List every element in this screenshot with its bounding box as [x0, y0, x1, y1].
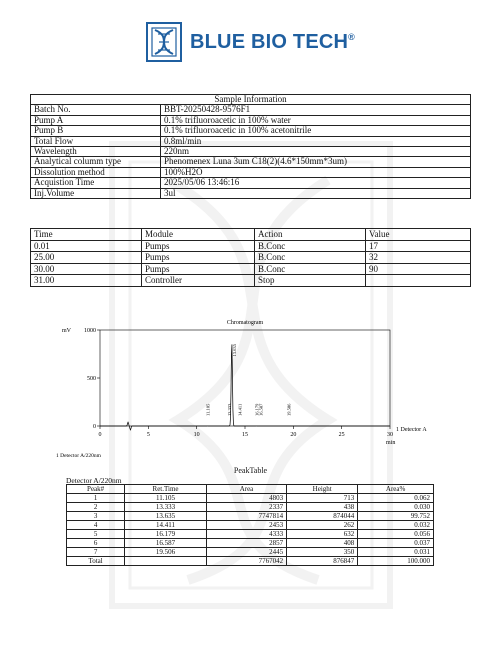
x-tick-label: 5 [146, 432, 150, 438]
dna-bars-icon [146, 22, 182, 62]
sample-info-value: 2025/05/06 13:46:16 [161, 178, 471, 188]
peak-table-cell: 1 [67, 494, 125, 503]
sample-info-row [31, 188, 471, 198]
peak-table-cell: 0.031 [358, 548, 434, 557]
y-tick-label: 500 [87, 376, 96, 382]
peak-table-cell: 7747814 [206, 512, 286, 521]
sample-info-row [31, 105, 471, 115]
sample-info-key: Pump B [31, 126, 161, 136]
plot-area [100, 330, 390, 426]
peak-table-cell: 99.752 [358, 512, 434, 521]
peak-table-cell: 2 [67, 503, 125, 512]
x-axis-label: min [386, 440, 396, 446]
time-program-cell: B.Conc [255, 263, 366, 275]
sample-info-key: Inj.Volume [31, 188, 161, 198]
time-program-row [31, 263, 471, 275]
peak-table-cell: 16.179 [125, 530, 207, 539]
time-program-cell: B.Conc [255, 252, 366, 264]
y-axis-label: mV [62, 328, 71, 334]
time-program-header [31, 229, 471, 241]
peak-table-cell: Total [67, 557, 125, 566]
peak-label: 11.105 [205, 403, 211, 416]
time-program-cell: Controller [142, 275, 255, 287]
peak-table-header-cell: Area [206, 485, 286, 494]
sample-info-value: 100%H2O [161, 167, 471, 177]
peak-label: 14.411 [237, 403, 243, 416]
peak-table-cell: 13.635 [125, 512, 207, 521]
peak-table-cell: 0.037 [358, 539, 434, 548]
x-tick-label: 0 [98, 432, 102, 438]
peak-table-row [67, 512, 434, 521]
peak-table-cell: 0.030 [358, 503, 434, 512]
peak-table-cell: 11.105 [125, 494, 207, 503]
time-program-cell: B.Conc [255, 240, 366, 252]
sample-info-value: 0.1% trifluoroacetic in 100% water [161, 115, 471, 125]
time-program-cell: Pumps [142, 263, 255, 275]
time-program-cell: 25.00 [31, 252, 142, 264]
sample-info-row [31, 147, 471, 157]
peak-table-cell [125, 557, 207, 566]
sample-info-key: Pump A [31, 115, 161, 125]
peak-table-header-cell: Area% [358, 485, 434, 494]
sample-info-row [31, 115, 471, 125]
peak-table-header-cell: Height [287, 485, 358, 494]
sample-info-row [31, 167, 471, 177]
sample-info-key: Analytical columm type [31, 157, 161, 167]
chromatogram-trace [100, 344, 390, 429]
peak-table-cell: 874044 [287, 512, 358, 521]
time-program-table [30, 228, 471, 287]
sample-info-key: Acquistion Time [31, 178, 161, 188]
peak-table-header-cell: Ret.Time [125, 485, 207, 494]
peak-table-cell: 4333 [206, 530, 286, 539]
sample-information-rows [31, 105, 471, 199]
peak-table [66, 484, 434, 566]
sample-info-row [31, 178, 471, 188]
registered-mark: ® [348, 32, 356, 42]
peak-table-title: PeakTable [233, 466, 268, 475]
peak-table-cell: 408 [287, 539, 358, 548]
time-program-row [31, 275, 471, 287]
peak-table-cell: 876847 [287, 557, 358, 566]
sample-info-row [31, 126, 471, 136]
sample-info-value: 0.1% trifluoroacetic in 100% acetonitrile [161, 126, 471, 136]
sample-info-key: Dissolution method [31, 167, 161, 177]
peak-label: 13.333 [226, 403, 232, 416]
peak-label: 16.179 [254, 403, 260, 416]
peak-table-rows [67, 494, 434, 566]
peak-table-detector: Detector A/220nm [66, 476, 122, 485]
peak-table-cell: 6 [67, 539, 125, 548]
time-program-cell: 90 [366, 263, 471, 275]
peak-table-cell: 7767042 [206, 557, 286, 566]
peak-table-cell: 713 [287, 494, 358, 503]
peak-table-cell: 2857 [206, 539, 286, 548]
brand-name [190, 31, 355, 54]
time-program-cell: 32 [366, 252, 471, 264]
sample-info-key: Wavelength [31, 147, 161, 157]
time-program-cell: Stop [255, 275, 366, 287]
time-program-cell: 17 [366, 240, 471, 252]
peak-table-cell: 632 [287, 530, 358, 539]
time-program-cell: Pumps [142, 240, 255, 252]
peak-table-cell: 0.062 [358, 494, 434, 503]
peak-table-cell: 13.333 [125, 503, 207, 512]
x-tick-label: 30 [387, 432, 393, 438]
x-tick-label: 25 [338, 432, 345, 438]
time-program-cell: 30.00 [31, 263, 142, 275]
peak-table-total-row [67, 557, 434, 566]
peak-table-header-cell: Peak# [67, 485, 125, 494]
sample-info-key: Batch No. [31, 105, 161, 115]
peak-table-cell: 262 [287, 521, 358, 530]
peak-table-row [67, 530, 434, 539]
series-label: 1 Detector A [396, 427, 427, 433]
y-tick-label: 0 [93, 424, 96, 430]
sample-info-value: BBT-20250428-9576F1 [161, 105, 471, 115]
peak-table-row [67, 503, 434, 512]
peak-table-cell: 19.506 [125, 548, 207, 557]
time-program-cell: Pumps [142, 252, 255, 264]
peak-table-header [67, 485, 434, 494]
sample-information-table [30, 94, 471, 199]
peak-table-cell: 2445 [206, 548, 286, 557]
brand-text: BLUE BIO TECH [190, 31, 349, 53]
sample-info-row [31, 136, 471, 146]
time-program-header-cell: Value [366, 229, 471, 241]
peak-table-row [67, 521, 434, 530]
time-program-cell: 0.01 [31, 240, 142, 252]
sample-info-value: 220nm [161, 147, 471, 157]
peak-label: 13.635 [231, 344, 237, 357]
peak-table-cell: 0.032 [358, 521, 434, 530]
time-program-row [31, 240, 471, 252]
y-tick-label: 1000 [84, 328, 96, 334]
peak-table-cell: 438 [287, 503, 358, 512]
x-tick-label: 15 [242, 432, 248, 438]
time-program-header-cell: Action [255, 229, 366, 241]
peak-label: 16.587 [258, 403, 264, 416]
peak-table-cell: 2453 [206, 521, 286, 530]
chromatogram-chart [56, 318, 446, 458]
peak-table-row [67, 539, 434, 548]
peak-table-cell: 350 [287, 548, 358, 557]
sample-info-value: 0.8ml/min [161, 136, 471, 146]
time-program-cell [366, 275, 471, 287]
peak-table-row [67, 494, 434, 503]
peak-table-cell: 3 [67, 512, 125, 521]
peak-label: 19.506 [286, 403, 292, 416]
sample-info-row [31, 157, 471, 167]
peak-table-cell: 2337 [206, 503, 286, 512]
peak-table-row [67, 548, 434, 557]
peak-table-cell: 0.056 [358, 530, 434, 539]
sample-information-title: Sample Information [31, 95, 471, 105]
peak-table-cell: 7 [67, 548, 125, 557]
peak-table-cell: 5 [67, 530, 125, 539]
detector-footer-label: 1 Detector A/220nm [56, 453, 101, 458]
time-program-rows [31, 240, 471, 286]
time-program-header-cell: Module [142, 229, 255, 241]
x-tick-label: 10 [193, 432, 200, 438]
time-program-row [31, 252, 471, 264]
sample-info-value: Phenomenex Luna 3um C18(2)(4.6*150mm*3um) [161, 157, 471, 167]
peak-table-cell: 16.587 [125, 539, 207, 548]
sample-info-key: Total Flow [31, 136, 161, 146]
peak-table-cell: 4803 [206, 494, 286, 503]
peak-table-cell: 100.000 [358, 557, 434, 566]
chart-title: Chromatogram [226, 320, 264, 326]
header [0, 22, 501, 66]
time-program-header-cell: Time [31, 229, 142, 241]
peak-table-cell: 14.411 [125, 521, 207, 530]
peak-table-cell: 4 [67, 521, 125, 530]
sample-info-value: 3ul [161, 188, 471, 198]
x-tick-label: 20 [290, 432, 297, 438]
time-program-cell: 31.00 [31, 275, 142, 287]
